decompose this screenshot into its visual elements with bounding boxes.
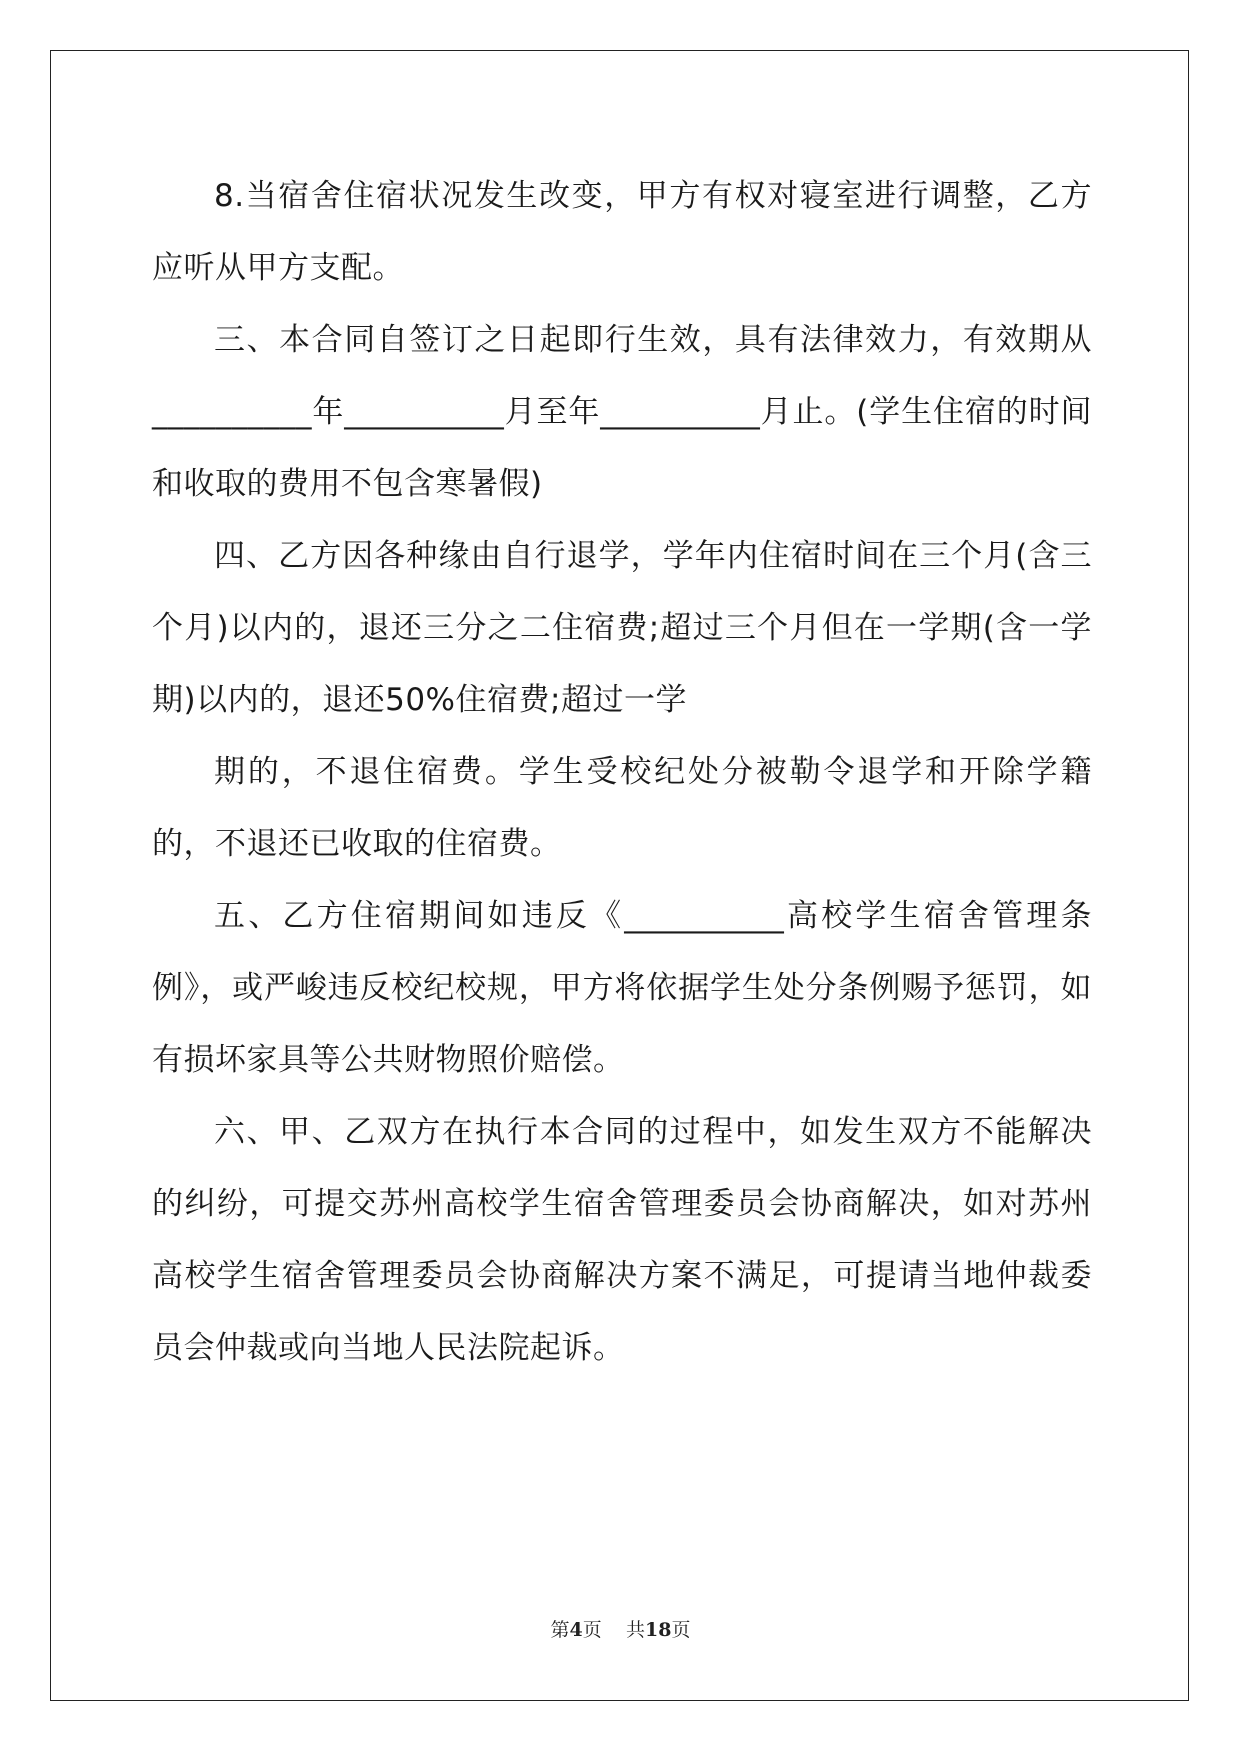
paragraph-clause-4: 四、乙方因各种缘由自行退学，学年内住宿时间在三个月(含三个月)以内的，退还三分之二住宿费;超过三个月但在一学期(含一学期)以内的，退还50%住宿费;超过一学 — [152, 538, 1092, 718]
footer-page-suffix: 页 — [582, 1619, 602, 1641]
page-number: 4 — [569, 1619, 583, 1641]
paragraph-clause-8: 8.当宿舍住宿状况发生改变，甲方有权对寝室进行调整，乙方应听从甲方支配。 — [152, 178, 1092, 286]
footer-prefix: 第 — [550, 1619, 570, 1641]
total-pages: 18 — [644, 1619, 672, 1641]
paragraph-clause-3: 三、本合同自签订之日起即行生效，具有法律效力，有效期从__________年__________月至年__________月止。(学生住宿的时间和收取的费用不包含寒暑假) — [152, 322, 1092, 502]
footer-total-prefix: 共 — [625, 1619, 645, 1641]
page-footer — [0, 1615, 1241, 1642]
paragraph-clause-5: 五、乙方住宿期间如违反《__________高校学生宿舍管理条例》，或严峻违反校纪校规，甲方将依据学生处分条例赐予惩罚，如有损坏家具等公共财物照价赔偿。 — [152, 898, 1092, 1078]
paragraph-clause-4-continued: 期的，不退住宿费。学生受校纪处分被勒令退学和开除学籍的，不退还已收取的住宿费。 — [152, 754, 1092, 862]
footer-total-suffix: 页 — [671, 1619, 691, 1641]
paragraph-clause-6: 六、甲、乙双方在执行本合同的过程中，如发生双方不能解决的纠纷，可提交苏州高校学生宿舍管理委员会协商解决，如对苏州高校学生宿舍管理委员会协商解决方案不满足，可提请当地仲裁委员会仲裁或向当地人民法院起诉。 — [152, 1114, 1092, 1366]
document-body — [152, 160, 1092, 1384]
